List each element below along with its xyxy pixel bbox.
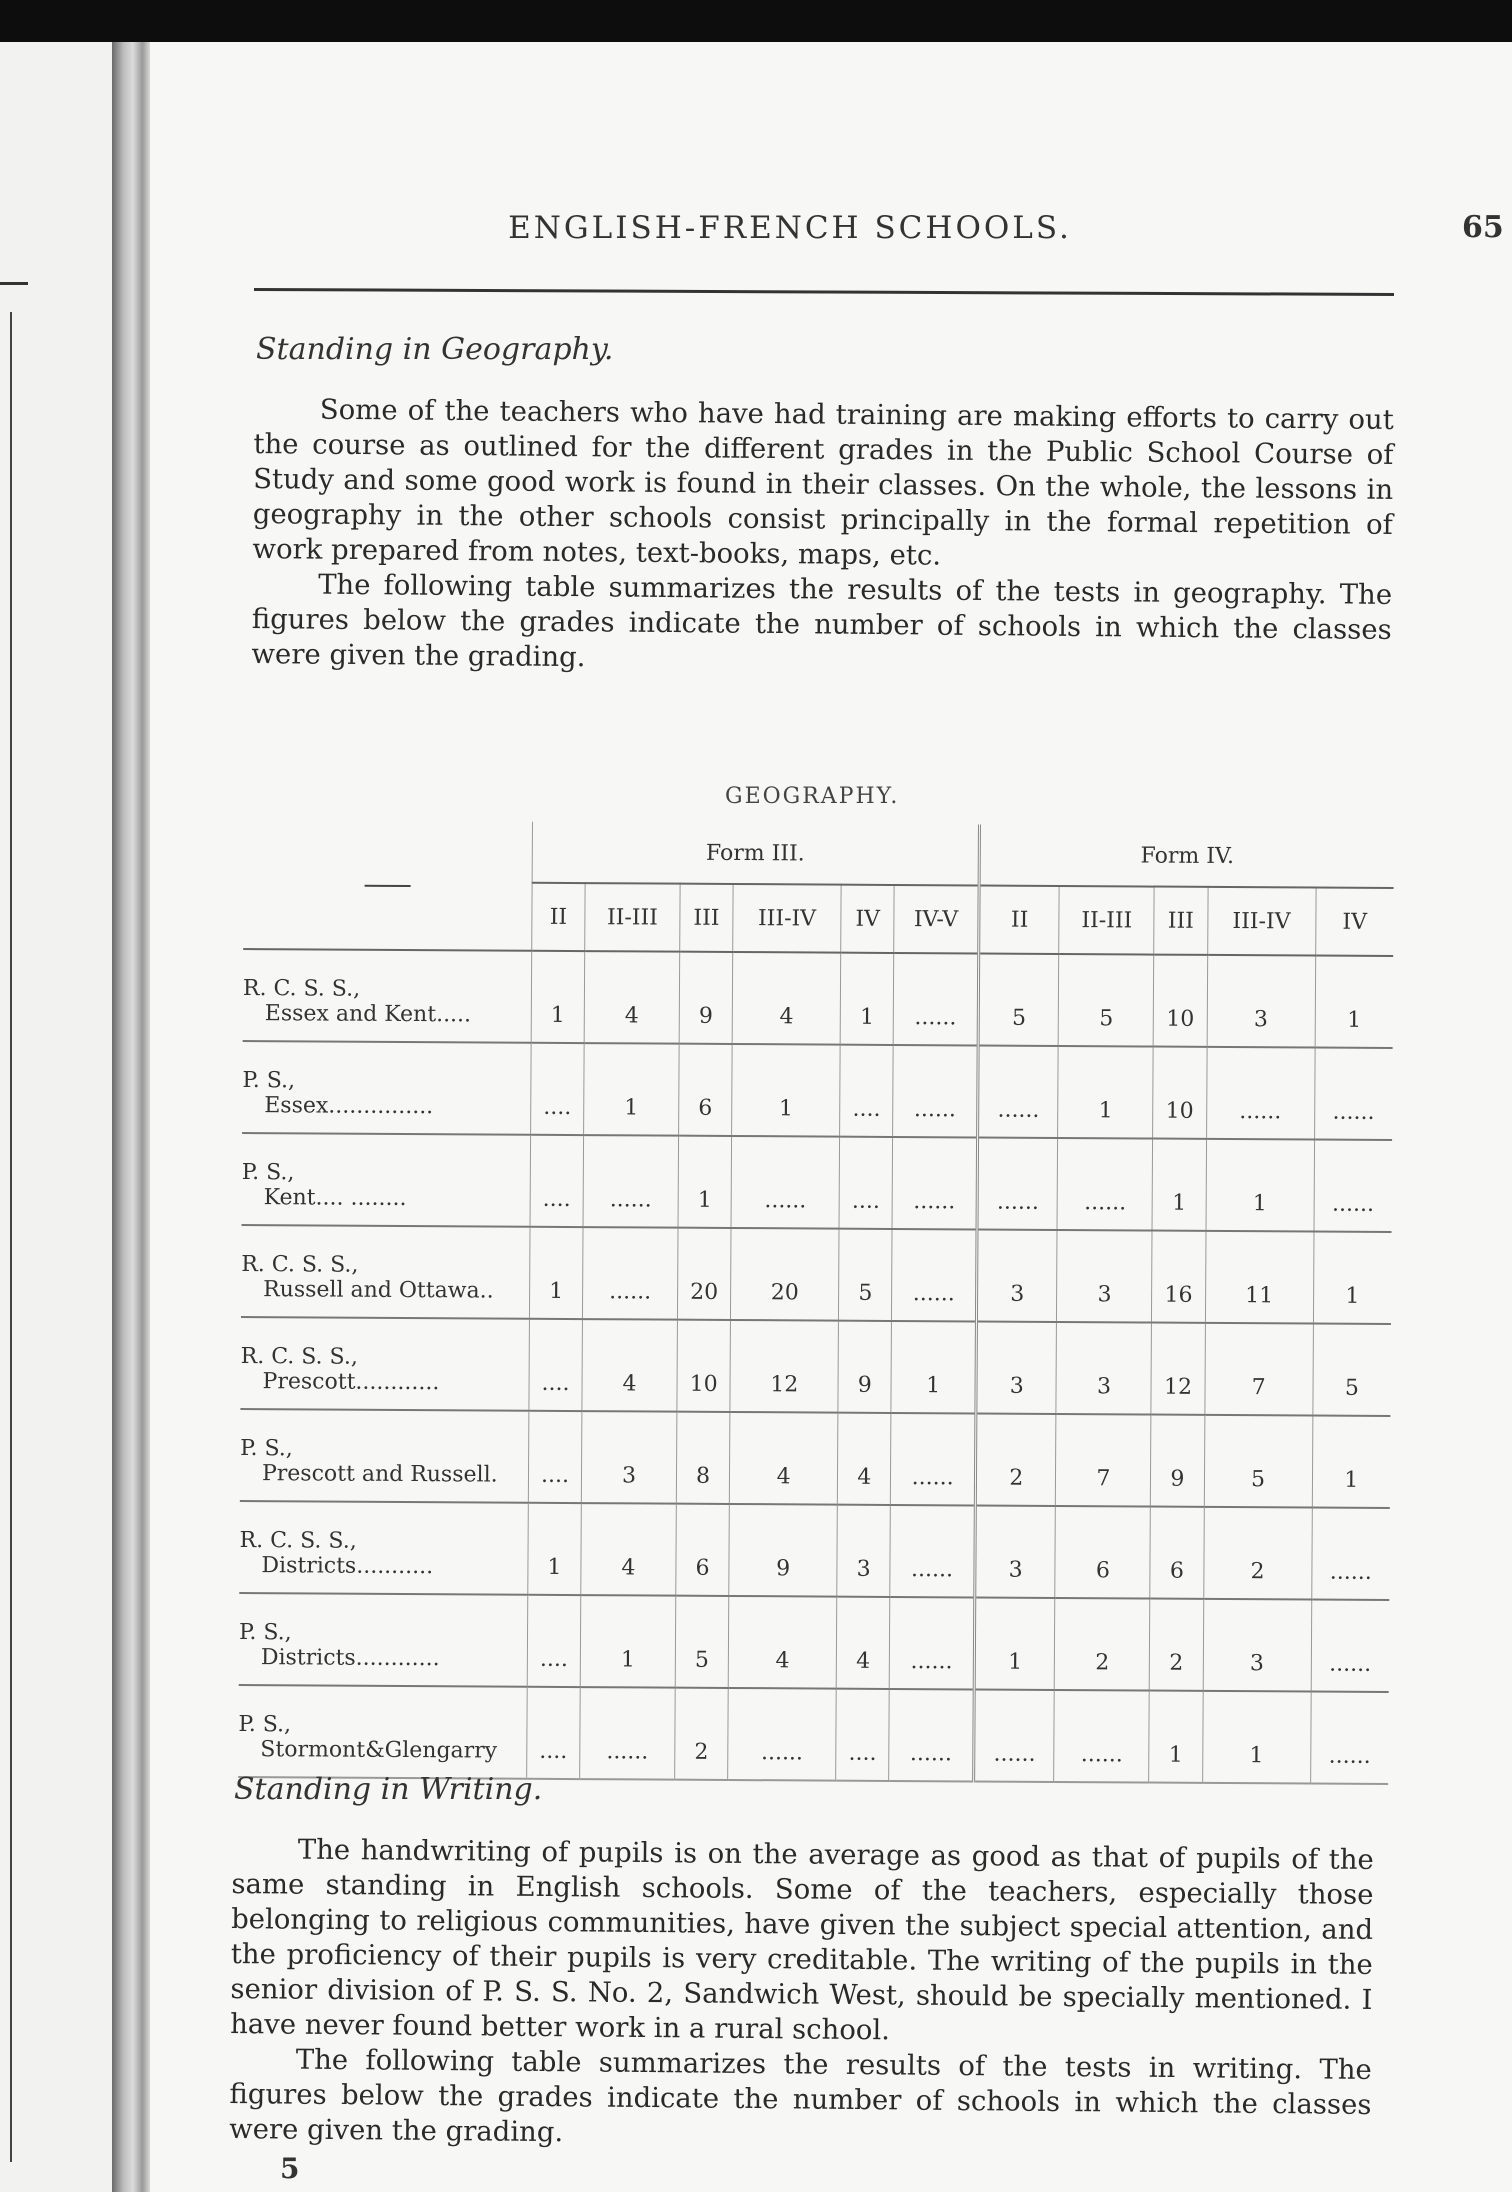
geography-paragraph-2: The following table summarizes the results of the tests in geography. The figures below the grades indicate the number of schools in which the classes were given the grading. [251,568,1393,674]
page-header [252,210,1512,250]
geography-table [238,820,1394,1785]
table-cell: 20 [677,1228,731,1320]
table-cell: ...... [1057,1138,1153,1231]
geography-heading: Standing in Geography. [256,332,614,367]
form-header-row [244,820,1394,888]
table-cell: ...... [583,1227,679,1320]
table-cell: 10 [677,1320,731,1412]
row-label-district: Kent.... ........ [263,1185,407,1211]
table-cell: ...... [893,1045,978,1138]
row-label-district: Stormont&Glengarry [260,1737,498,1764]
signature-mark: 5 [280,2152,300,2185]
previous-page-edge [0,42,112,2192]
table-cell: 3 [837,1505,891,1597]
previous-page-column-rule [10,312,12,2162]
row-label [240,1409,529,1503]
table-cell: .... [836,1689,890,1781]
table-cell: .... [527,1687,581,1779]
table-cell: ...... [892,1137,977,1230]
table-cell: 1 [1313,1232,1391,1324]
row-label-school-type: R. C. S. S., [242,975,361,1002]
table-cell: 12 [730,1320,839,1413]
table-cell: 5 [1204,1415,1313,1508]
table-cell: 2 [1055,1598,1151,1691]
form-3-grade-header: III-IV [733,884,842,953]
table-cell: .... [527,1595,581,1687]
table-cell: ...... [978,1045,1059,1137]
geography-paragraph-1: Some of the teachers who have had training are making efforts to carry out the course as outlined for the different grades in the Public School Course of Study and some good work is found in their classes. On the whole, the lessons in geography in the other schools consist principally in the formal repetition of work prepared from notes, text-books, maps, etc. [252,393,1394,572]
row-label-district: Districts........... [261,1553,434,1580]
row-label [240,1317,529,1411]
table-cell: 2 [1203,1507,1312,1600]
table-cell: 4 [728,1596,837,1689]
table-cell: 20 [731,1228,840,1321]
row-label-district: Prescott and Russell. [261,1461,498,1488]
table-cell: ...... [891,1413,976,1506]
table-cell: 5 [978,953,1059,1045]
table-row [238,1685,1389,1784]
writing-paragraphs [229,1832,1374,2158]
table-cell: 3 [581,1411,677,1504]
row-label [238,1685,527,1779]
table-cell: 1 [580,1595,676,1688]
table-cell: 6 [1055,1506,1151,1599]
table-cell: 1 [974,1597,1055,1689]
table-cell: ...... [1310,1692,1388,1784]
table-cell: 1 [1315,956,1393,1048]
table-cell: 3 [976,1229,1057,1321]
header-rule [254,288,1394,296]
form-3-grade-header: II-III [585,883,680,952]
table-cell: 7 [1056,1414,1152,1507]
geography-paragraphs [251,392,1394,683]
table-cell: 1 [678,1136,732,1228]
table-cell: 2 [1150,1599,1204,1691]
row-label [241,1225,530,1319]
form-4-grade-header: III-IV [1207,887,1316,956]
table-cell: .... [840,1045,894,1137]
row-label-district: Essex and Kent..... [264,1001,472,1028]
form-4-grade-header: IV [1315,888,1393,956]
table-cell: ...... [1314,1048,1392,1140]
form-3-header: Form III. [532,822,979,886]
table-cell: 3 [975,1505,1056,1597]
table-row [242,1133,1393,1232]
table-cell: 4 [732,952,841,1045]
table-cell: 4 [581,1503,677,1596]
table-cell: 1 [1149,1691,1203,1783]
table-cell: 6 [679,1044,733,1136]
row-label-school-type: R. C. S. S., [241,1251,359,1278]
row-label-header [243,820,532,951]
document-page [150,42,1512,2192]
table-cell: 9 [729,1504,838,1597]
table-cell: ...... [1314,1140,1392,1232]
page-number: 65 [1462,210,1504,245]
row-label-school-type: P. S., [241,1159,295,1186]
table-cell: ...... [1311,1600,1389,1692]
table-cell: 1 [1202,1691,1311,1784]
table-cell: 8 [676,1412,730,1504]
table-row [239,1593,1390,1692]
row-label-school-type: R. C. S. S., [239,1527,357,1554]
table-cell: 3 [1203,1599,1312,1692]
table-cell: ...... [1054,1690,1150,1783]
table-cell: 1 [840,953,894,1045]
table-cell: ...... [977,1137,1058,1229]
table-cell: ...... [892,1229,977,1322]
table-cell: 11 [1205,1231,1314,1324]
table-cell: 5 [675,1596,729,1688]
table-cell: 9 [1151,1415,1205,1507]
writing-paragraph-2: The following table summarizes the results of the tests in writing. The figures below the grades indicate the number of schools in which the classes were given the grading. [228,2043,1372,2149]
table-cell: ...... [890,1505,975,1598]
table-cell: 4 [836,1597,890,1689]
header-dash [365,884,411,886]
running-head: ENGLISH-FRENCH SCHOOLS. [508,210,1072,246]
table-cell: 1 [891,1321,976,1414]
table-cell: 3 [1057,1230,1153,1323]
form-3-grade-header: IV [841,885,894,953]
geography-table-wrap [238,820,1394,1769]
table-cell: 4 [582,1319,678,1412]
row-label-school-type: R. C. S. S., [240,1343,358,1370]
table-row [241,1225,1392,1324]
table-cell: 1 [528,1503,582,1595]
table-cell: .... [530,1135,584,1227]
row-label [242,1133,531,1227]
form-3-grade-header: II [532,883,585,951]
table-cell: ...... [889,1689,974,1782]
table-cell: ...... [974,1689,1055,1781]
table-cell: .... [528,1411,582,1503]
table-cell: .... [839,1137,893,1229]
table-row [242,1041,1393,1140]
table-cell: 4 [729,1412,838,1505]
row-label [239,1593,528,1687]
table-cell: 10 [1153,1047,1207,1139]
table-cell: ...... [580,1687,676,1780]
row-label [242,1041,531,1135]
table-cell: .... [529,1319,583,1411]
row-label-school-type: P. S., [242,1067,296,1094]
table-cell: 1 [531,951,585,1043]
row-label-school-type: P. S., [238,1711,292,1738]
row-label [239,1501,528,1595]
geography-table-body [238,949,1393,1784]
row-label [243,949,532,1043]
table-cell: 1 [1152,1139,1206,1231]
table-cell: 6 [676,1504,730,1596]
table-cell: ...... [728,1688,837,1781]
table-cell: 2 [975,1413,1056,1505]
table-cell: 9 [679,952,733,1044]
table-cell: ...... [1311,1508,1389,1600]
table-cell: 7 [1204,1323,1313,1416]
row-label-school-type: P. S., [238,1619,292,1646]
table-cell: ...... [1206,1047,1315,1140]
table-cell: ...... [890,1597,975,1690]
writing-paragraph-1: The handwriting of pupils is on the average as good as that of pupils of the same standing in English schools. Some of the teachers, especially those belonging to religious communities, have given the subject special attention, and the proficiency of their pupils is very creditable. The writing of the pupils in the senior division of P. S. S. No. 2, Sandwich West, should be specially mentioned. I have never found better work in a rural school. [230,1833,1374,2047]
table-cell: 3 [1207,955,1316,1048]
table-cell: 6 [1150,1507,1204,1599]
table-cell: 10 [1154,955,1208,1047]
table-cell: ...... [583,1135,679,1228]
book-gutter [112,42,150,2192]
table-cell: 1 [1206,1139,1315,1232]
table-row [243,949,1394,1048]
table-row [240,1409,1391,1508]
table-cell: ...... [893,953,978,1046]
table-cell: ...... [731,1136,840,1229]
form-3-grade-header: III [680,884,733,952]
table-cell: 1 [584,1043,680,1136]
table-cell: 1 [732,1044,841,1137]
table-cell: 16 [1152,1231,1206,1323]
table-cell: 2 [675,1688,729,1780]
table-cell: 3 [1056,1322,1152,1415]
form-4-grade-header: II-III [1059,886,1154,955]
table-cell: 5 [1313,1324,1391,1416]
form-3-grade-header: IV-V [894,885,979,954]
table-cell: 5 [839,1229,893,1321]
row-label-district: Essex............... [264,1093,434,1120]
form-4-grade-header: III [1154,887,1207,955]
table-cell: 5 [1059,954,1155,1047]
writing-heading: Standing in Writing. [234,1772,543,1807]
table-title: GEOGRAPHY. [725,784,900,809]
table-cell: 1 [1312,1416,1390,1508]
table-row [240,1317,1391,1416]
table-cell: 3 [976,1321,1057,1413]
row-label-district: Districts............ [260,1645,440,1672]
form-4-grade-header: II [979,885,1060,953]
table-cell: 12 [1151,1323,1205,1415]
table-cell: 4 [584,951,680,1044]
table-row [239,1501,1390,1600]
table-cell: 1 [529,1227,583,1319]
previous-page-rule [0,282,28,285]
table-cell: .... [531,1043,585,1135]
form-4-header: Form IV. [979,824,1394,888]
table-cell: 1 [1058,1046,1154,1139]
row-label-district: Prescott............ [262,1369,440,1396]
row-label-school-type: P. S., [240,1435,293,1462]
row-label-district: Russell and Ottawa.. [263,1277,494,1304]
table-cell: 9 [838,1321,892,1413]
table-cell: 4 [838,1413,892,1505]
